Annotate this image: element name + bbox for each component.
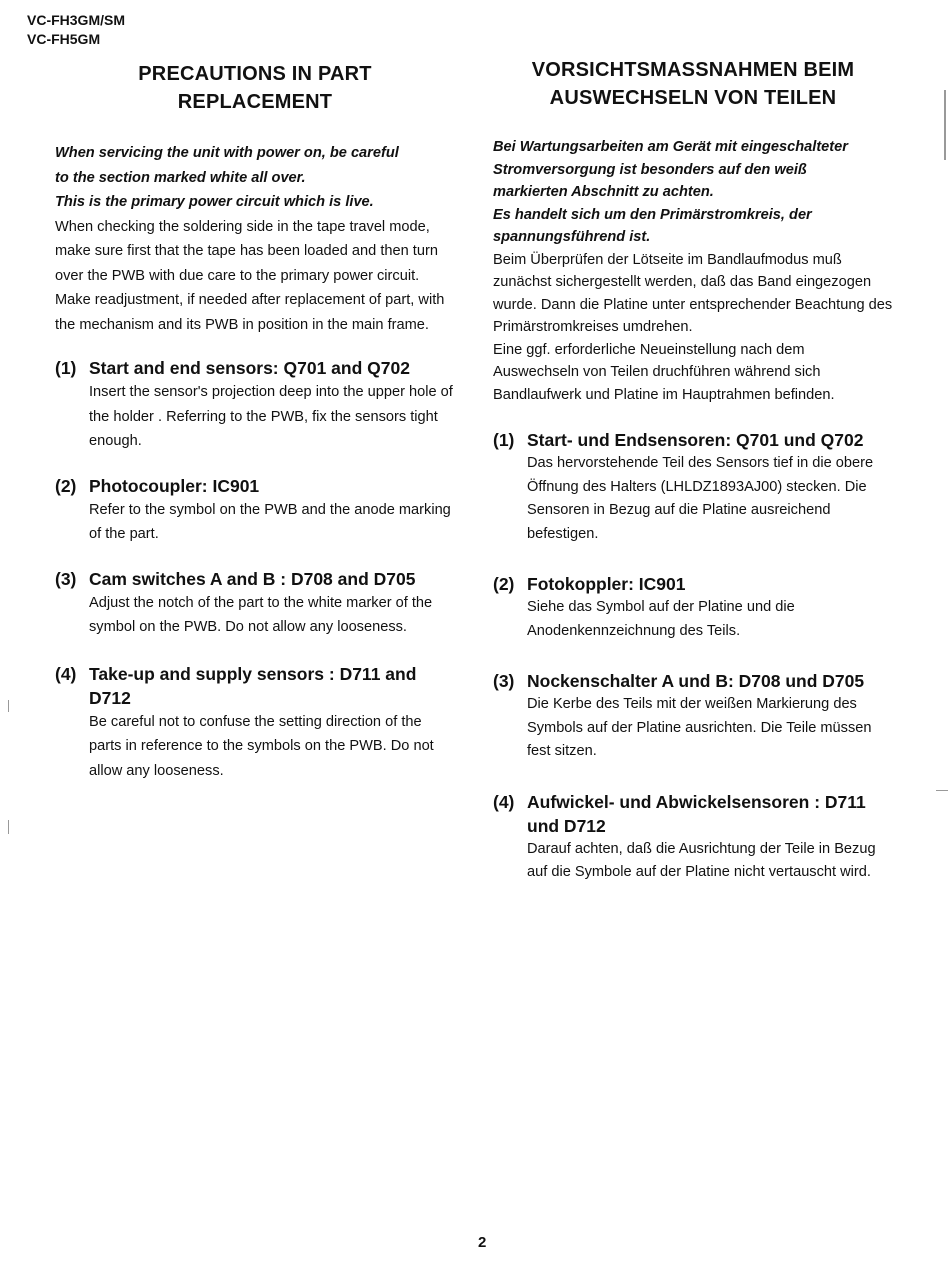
section-body: Das hervorstehende Teil des Sensors tief in die obere Öffnung des Halters (LHLDZ1893AJ00) stecken. Die Sensoren in Bezug auf die Platine ausreichend befestigen. <box>527 455 874 542</box>
section-heading: Aufwickel- und Abwickelsensoren : D711 und D712 <box>527 791 866 836</box>
page-number: 2 <box>478 1234 487 1251</box>
section-body: Insert the sensor's projection deep into the upper hole of the holder . Referring to the PWB, fix the sensors tight enough. <box>89 384 453 449</box>
english-warning-line-1: When servicing the unit with power on, be careful <box>55 145 399 161</box>
section-number: (3) <box>55 568 77 589</box>
german-paragraph-2: Eine ggf. erforderliche Neueinstellung nach dem Auswechseln von Teilen druchführen während sich Bandlaufwerk und Platine im Hauptrahmen befinden. <box>493 341 835 403</box>
german-section-1 <box>493 428 893 546</box>
section-heading: Start and end sensors: Q701 and Q702 <box>89 358 410 378</box>
german-warning-line-3: markierten Abschnitt zu achten. <box>493 184 714 200</box>
german-column <box>493 56 893 885</box>
model-numbers <box>27 11 125 49</box>
german-title-line-1: VORSICHTSMASSNAHMEN BEIM <box>531 59 855 81</box>
section-heading: Take-up and supply sensors : D711 and D712 <box>89 663 417 708</box>
section-heading: Start- und Endsensoren: Q701 und Q702 <box>527 430 864 450</box>
section-body: Siehe das Symbol auf der Platine und die Anodenkennzeichnung des Teils. <box>527 599 795 639</box>
english-paragraph-1: When checking the soldering side in the tape travel mode, make sure first that the tape has been loaded and then turn over the PWB with due care to the primary power circuit. <box>55 218 438 284</box>
scan-mark <box>936 790 948 791</box>
model-line-2: VC-FH5GM <box>27 31 101 47</box>
german-warning-line-1: Bei Wartungsarbeiten am Gerät mit eingeschalteter <box>493 139 848 155</box>
section-body: Darauf achten, daß die Ausrichtung der Teile in Bezug auf die Symbole auf der Platine nicht vertauscht wird. <box>527 840 876 880</box>
english-column <box>55 60 455 783</box>
english-paragraph-2: Make readjustment, if needed after replacement of part, with the mechanism and its PWB in position in the main frame. <box>55 292 445 333</box>
english-section-1 <box>55 356 455 454</box>
section-heading: Fotokoppler: IC901 <box>527 574 686 594</box>
german-warning-line-4: Es handelt sich um den Primärstromkreis, der <box>493 206 812 223</box>
section-number: (4) <box>493 791 515 812</box>
scan-mark <box>8 700 9 712</box>
english-warning-line-3: This is the primary power circuit which is live. <box>55 194 374 210</box>
section-body: Adjust the notch of the part to the white marker of the symbol on the PWB. Do not allow any looseness. <box>89 594 433 635</box>
section-number: (1) <box>55 358 77 378</box>
section-heading: Cam switches A and B : D708 and D705 <box>89 568 416 589</box>
section-number: (2) <box>493 574 515 594</box>
english-section-2 <box>55 474 455 547</box>
english-warning-line-2: to the section marked white all over. <box>55 169 306 186</box>
german-section-4 <box>493 790 893 885</box>
german-section-2 <box>493 572 893 643</box>
section-heading: Nockenschalter A und B: D708 und D705 <box>527 671 865 691</box>
section-body: Be careful not to confuse the setting direction of the parts in reference to the symbols on the PWB. Do not allow any looseness. <box>89 713 434 779</box>
german-paragraph-1: Beim Überprüfen der Lötseite im Bandlaufmodus muß zunächst sichergestellt werden, daß das Band eingezogen wurde. Dann die Platine unter entsprechender Beachtung des Primärstromkreises umdrehen. <box>493 251 893 335</box>
section-number: (3) <box>493 671 515 691</box>
german-intro <box>493 136 893 406</box>
english-section-4 <box>55 662 455 784</box>
german-warning-line-2: Stromversorgung ist besonders auf den weiß <box>493 161 807 178</box>
section-number: (4) <box>55 663 77 684</box>
german-title <box>493 56 893 112</box>
section-body: Refer to the symbol on the PWB and the anode marking of the part. <box>89 501 451 542</box>
section-number: (1) <box>493 430 515 450</box>
german-title-line-2: AUSWECHSELN VON TEILEN <box>549 87 837 109</box>
english-title-line-2: REPLACEMENT <box>177 91 333 113</box>
german-warning-line-5: spannungsführend ist. <box>493 229 651 245</box>
section-heading: Photocoupler: IC901 <box>89 475 260 496</box>
english-title <box>55 60 455 116</box>
english-intro <box>55 141 455 337</box>
german-section-3 <box>493 669 893 764</box>
section-number: (2) <box>55 475 77 496</box>
scan-mark <box>944 90 946 160</box>
english-title-line-1: PRECAUTIONS IN PART <box>138 63 372 85</box>
model-line-1: VC-FH3GM/SM <box>27 12 125 28</box>
section-body: Die Kerbe des Teils mit der weißen Markierung des Symbols auf der Platine ausrichten. Die Teile müssen fest sitzen. <box>527 696 872 759</box>
english-section-3 <box>55 567 455 640</box>
scan-mark <box>8 820 9 834</box>
